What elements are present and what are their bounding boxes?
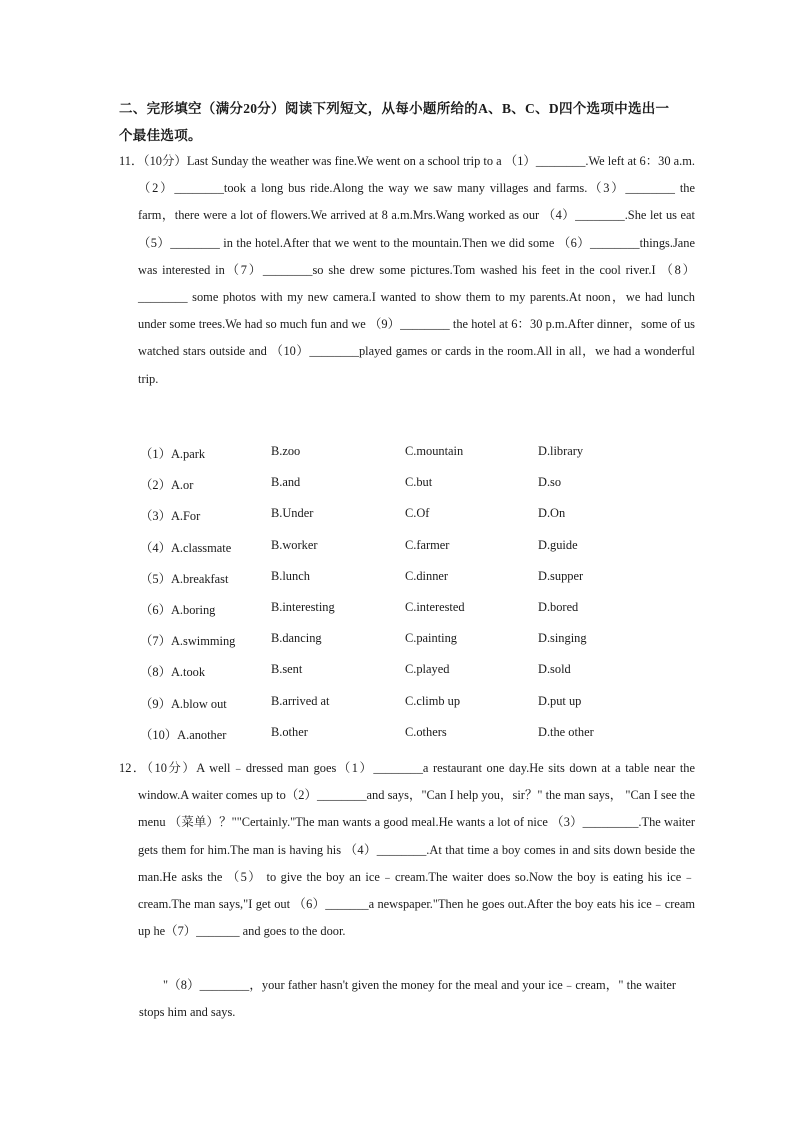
option-c: C.painting: [405, 631, 457, 646]
option-d: D.supper: [538, 568, 584, 583]
option-d: D.library: [538, 444, 584, 458]
option-row: [140, 694, 660, 725]
option-a: （1）A.park: [140, 447, 206, 461]
option-d: D.put up: [538, 693, 582, 708]
option-d: D.so: [538, 475, 562, 490]
option-a: （5）A.breakfast: [140, 571, 229, 586]
option-row: [140, 444, 660, 475]
option-a: （4）A.classmate: [140, 540, 232, 555]
option-b: B.worker: [271, 537, 318, 552]
option-c: C.climb up: [405, 693, 461, 708]
option-c: C.Of: [405, 506, 430, 521]
option-a: （10）A.another: [140, 727, 227, 742]
option-b: B.and: [271, 475, 301, 490]
option-b: B.other: [271, 724, 308, 739]
option-row: [140, 631, 660, 662]
option-c: C.interested: [405, 599, 465, 614]
question-11-options: [140, 444, 660, 756]
option-row: [140, 600, 660, 631]
option-c: C.but: [405, 475, 433, 490]
section-title: 二、完形填空（满分20分）阅读下列短文，从每小题所给的A、B、C、D四个选项中选出一个最佳选项。: [119, 101, 670, 143]
option-a: （9）A.blow out: [140, 696, 227, 711]
option-c: C.farmer: [405, 537, 450, 552]
option-d: D.guide: [538, 537, 578, 552]
option-b: B.zoo: [271, 444, 301, 458]
option-a: （3）A.For: [140, 509, 201, 524]
option-b: B.lunch: [271, 568, 310, 583]
option-d: D.the other: [538, 724, 594, 739]
option-d: D.On: [538, 506, 566, 521]
option-row: [140, 725, 660, 756]
question-12-paragraph-2: "（8）________，your father hasn't given the money for the meal and your ice﹣cream，" the waiter stops him and says.: [139, 978, 676, 1020]
option-c: C.others: [405, 724, 447, 739]
option-a: （8）A.took: [140, 665, 206, 680]
option-b: B.arrived at: [271, 693, 330, 708]
option-c: C.played: [405, 662, 450, 677]
option-d: D.singing: [538, 631, 587, 646]
option-d: D.bored: [538, 599, 579, 614]
option-b: B.Under: [271, 506, 314, 521]
option-b: B.sent: [271, 662, 303, 677]
option-a: （7）A.swimming: [140, 634, 236, 649]
option-row: [140, 506, 660, 537]
option-d: D.sold: [538, 662, 571, 677]
option-row: [140, 475, 660, 506]
option-a: （2）A.or: [140, 478, 194, 493]
option-b: B.dancing: [271, 631, 322, 646]
option-b: B.interesting: [271, 599, 335, 614]
option-row: [140, 662, 660, 693]
option-row: [140, 569, 660, 600]
option-row: [140, 538, 660, 569]
question-12-passage: 12．（10分）A well﹣dressed man goes（1）________a restaurant one day.He sits down at a table near the window.A waiter comes up to（2）________and says，"Can I help you，sir？" the man says， "Can I see the menu （菜单）？""Certainly."The man wants a good meal.He wants a lot of nice （3）_________.The waiter gets them for him.The man is having his （4）________.At that time a boy comes in and sits down beside the man.He asks the （5） to give the boy an ice﹣cream.The waiter does so.Now the boy is eating his ice﹣cream.The man says,"I get out （6）_______a newspaper."Then he goes out.After the boy eats his ice﹣cream up he（7）_______ and goes to the door.: [119, 761, 695, 939]
option-c: C.dinner: [405, 568, 449, 583]
option-a: （6）A.boring: [140, 602, 216, 617]
option-c: C.mountain: [405, 444, 464, 458]
question-11-passage: 11．（10分）Last Sunday the weather was fine.We went on a school trip to a （1）________.We left at 6：30 a.m.（2）________took a long bus ride.Along the way we saw many villages and farms.（3）________ the farm，there were a lot of flowers.We arrived at 8 a.m.Mrs.Wang worked as our （4）________.She let us eat （5）________ in the hotel.After that we went to the mountain.Then we did some （6）________things.Jane was interested in（7）________so she drew some pictures.Tom washed his feet in the cool river.I （8）________ some photos with my new camera.I wanted to show them to my parents.At noon，we had lunch under some trees.We had so much fun and we （9）________ the hotel at 6：30 p.m.After dinner，some of us watched stars outside and （10）________played games or cards in the room.All in all，we had a wonderful trip.: [119, 154, 695, 386]
